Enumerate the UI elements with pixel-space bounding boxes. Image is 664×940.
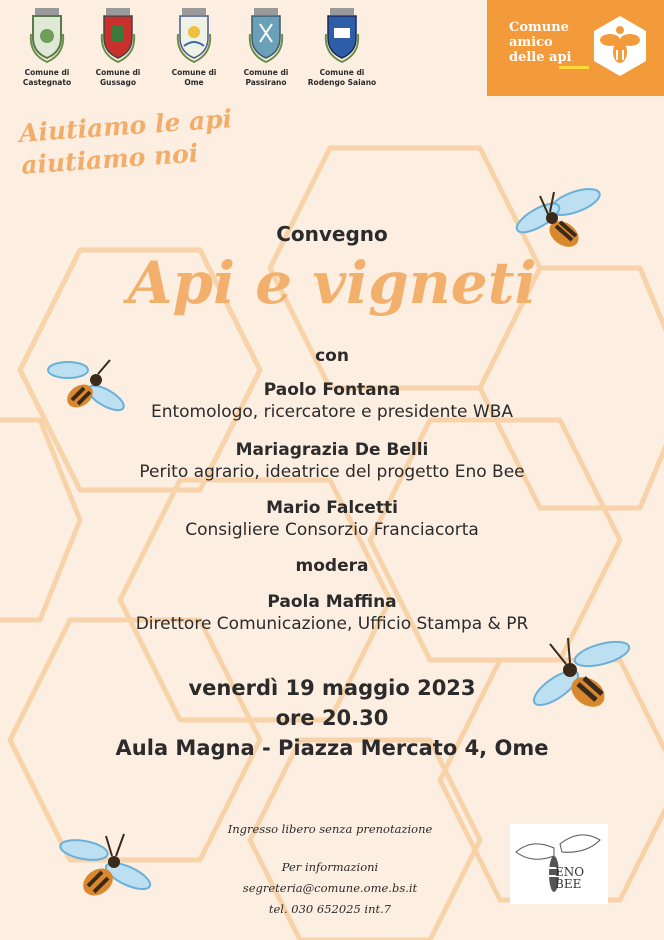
bee-icon bbox=[58, 826, 158, 906]
with-label: con bbox=[315, 346, 349, 366]
crest-passirano bbox=[229, 6, 303, 88]
badge-text: Comune amico delle api bbox=[509, 20, 572, 65]
contact-email[interactable]: segreteria@comune.ome.bs.it bbox=[242, 881, 418, 895]
passirano-crest-icon bbox=[246, 6, 286, 64]
moderator-name: Paola Maffina bbox=[267, 592, 397, 612]
speaker-name: Mariagrazia De Belli bbox=[235, 440, 429, 460]
crest-label: Comune di Gussago bbox=[95, 68, 141, 87]
enobee-logo bbox=[510, 824, 608, 904]
moderator-label: modera bbox=[295, 556, 369, 576]
event-date: venerdì 19 maggio 2023 bbox=[188, 676, 476, 700]
crest-ome bbox=[157, 6, 231, 88]
enobee-bee-icon bbox=[510, 824, 608, 904]
slogan: Aiutiamo le api aiutiamo noi bbox=[18, 104, 234, 180]
rodengo-saiano-crest-icon bbox=[322, 6, 362, 64]
crest-gussago bbox=[81, 6, 155, 88]
crest-label: Comune di Rodengo Saiano bbox=[307, 68, 377, 87]
castegnato-crest-icon bbox=[27, 6, 67, 64]
speaker-role: Entomologo, ricercatore e presidente WBA bbox=[150, 402, 514, 422]
moderator-role: Direttore Comunicazione, Ufficio Stampa & PR bbox=[135, 614, 529, 634]
speaker-role: Perito agrario, ideatrice del progetto Eno Bee bbox=[139, 462, 525, 482]
crest-label: Comune di Passirano bbox=[243, 68, 289, 87]
bee-hexagon-icon bbox=[590, 14, 650, 78]
crest-label: Comune di Ome bbox=[171, 68, 217, 87]
speaker-name: Paolo Fontana bbox=[263, 380, 401, 400]
gussago-crest-icon bbox=[98, 6, 138, 64]
speaker-role: Consigliere Consorzio Franciacorta bbox=[185, 520, 479, 540]
entry-note: Ingresso libero senza prenotazione bbox=[227, 822, 433, 836]
bee-icon bbox=[510, 178, 606, 258]
event-title: Api e vigneti bbox=[127, 249, 537, 317]
crest-castegnato bbox=[10, 6, 84, 88]
badge-underline bbox=[559, 66, 589, 69]
enobee-logo-text: ENO BEE bbox=[555, 865, 585, 891]
event-type: Convegno bbox=[276, 222, 388, 246]
contact-phone[interactable]: tel. 030 652025 int.7 bbox=[268, 902, 392, 916]
event-time: ore 20.30 bbox=[275, 706, 389, 730]
crest-label: Comune di Castegnato bbox=[22, 68, 72, 87]
info-label: Per informazioni bbox=[281, 860, 379, 874]
speaker-name: Mario Falcetti bbox=[266, 498, 398, 518]
event-venue: Aula Magna - Piazza Mercato 4, Ome bbox=[115, 736, 549, 760]
crest-rodengo-saiano bbox=[305, 6, 379, 88]
ome-crest-icon bbox=[174, 6, 214, 64]
